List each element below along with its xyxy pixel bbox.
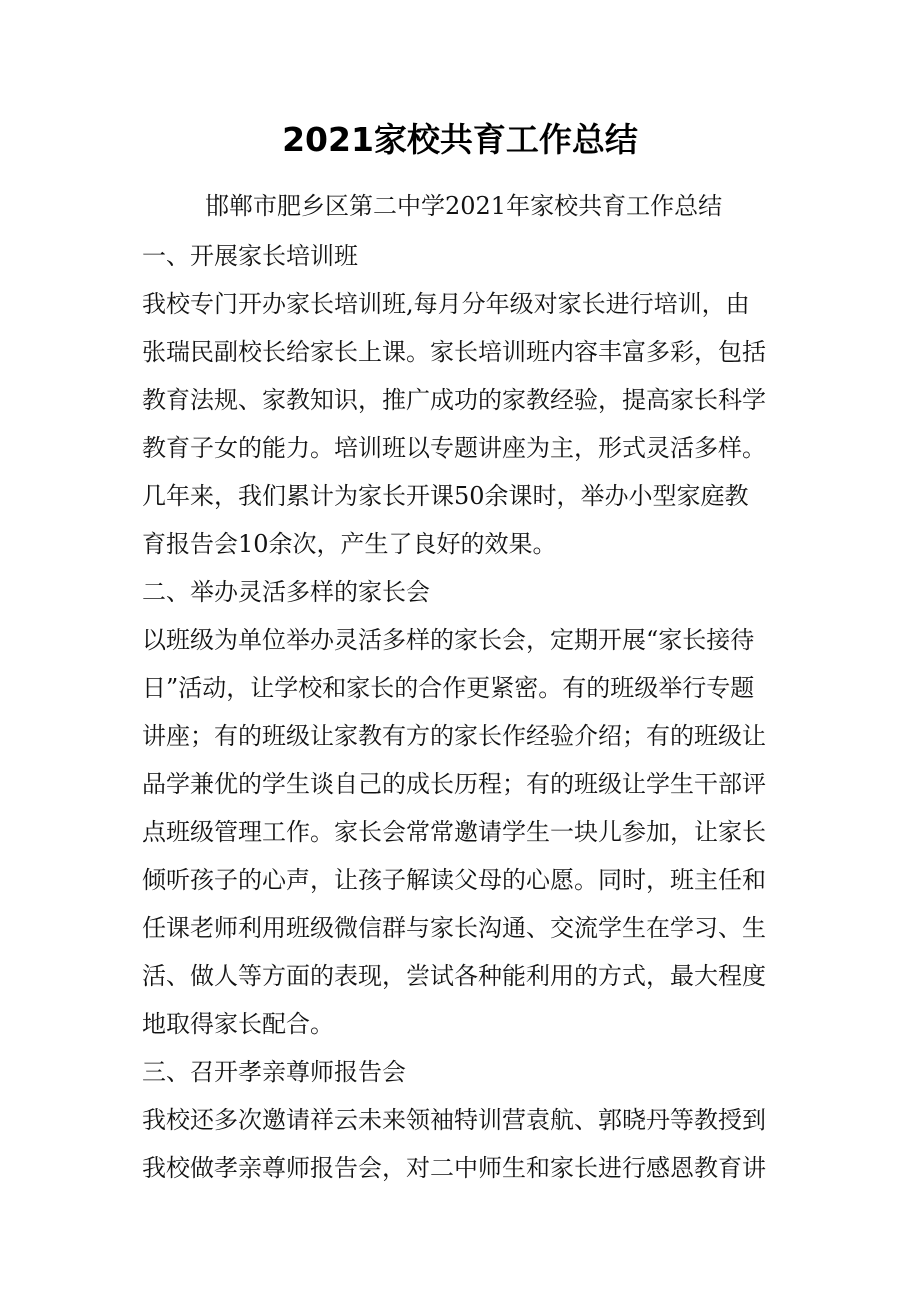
section-heading-3: 三、召开孝亲尊师报告会 [142, 1058, 406, 1086]
paragraph-line: 几年来，我们累计为家长开课50余课时，举办小型家庭教 [142, 482, 749, 510]
paragraph-line: 我校做孝亲尊师报告会，对二中师生和家长进行感恩教育讲 [142, 1154, 766, 1182]
section-heading-2: 二、举办灵活多样的家长会 [142, 578, 430, 606]
paragraph-line: 我校还多次邀请祥云未来领袖特训营袁航、郭晓丹等教授到 [142, 1106, 766, 1134]
paragraph-line: 品学兼优的学生谈自己的成长历程；有的班级让学生干部评 [142, 770, 766, 798]
section-heading-1: 一、开展家长培训班 [142, 242, 358, 270]
paragraph-line: 我校专门开办家长培训班,每月分年级对家长进行培训，由 [142, 290, 750, 318]
paragraph-line: 育报告会10余次，产生了良好的效果。 [142, 530, 557, 558]
paragraph-line: 活、做人等方面的表现，尝试各种能利用的方式，最大程度 [142, 962, 766, 990]
paragraph-line: 任课老师利用班级微信群与家长沟通、交流学生在学习、生 [142, 914, 766, 942]
paragraph-line: 张瑞民副校长给家长上课。家长培训班内容丰富多彩，包括 [142, 338, 766, 366]
paragraph-line: 讲座；有的班级让家教有方的家长作经验介绍；有的班级让 [142, 722, 766, 750]
paragraph-line: 以班级为单位举办灵活多样的家长会，定期开展“家长接待 [142, 626, 755, 654]
paragraph-line: 倾听孩子的心声，让孩子解读父母的心愿。同时，班主任和 [142, 866, 766, 894]
document-title: 2021家校共育工作总结 [282, 120, 638, 159]
paragraph-line: 日”活动，让学校和家长的合作更紧密。有的班级举行专题 [142, 674, 755, 702]
paragraph-line: 教育法规、家教知识，推广成功的家教经验，提高家长科学 [142, 386, 766, 414]
paragraph-line: 点班级管理工作。家长会常常邀请学生一块儿参加，让家长 [142, 818, 766, 846]
paragraph-line: 教育子女的能力。培训班以专题讲座为主，形式灵活多样。 [142, 434, 766, 462]
document-subtitle: 邯郸市肥乡区第二中学2021年家校共育工作总结 [205, 192, 723, 220]
paragraph-line: 地取得家长配合。 [142, 1010, 334, 1038]
